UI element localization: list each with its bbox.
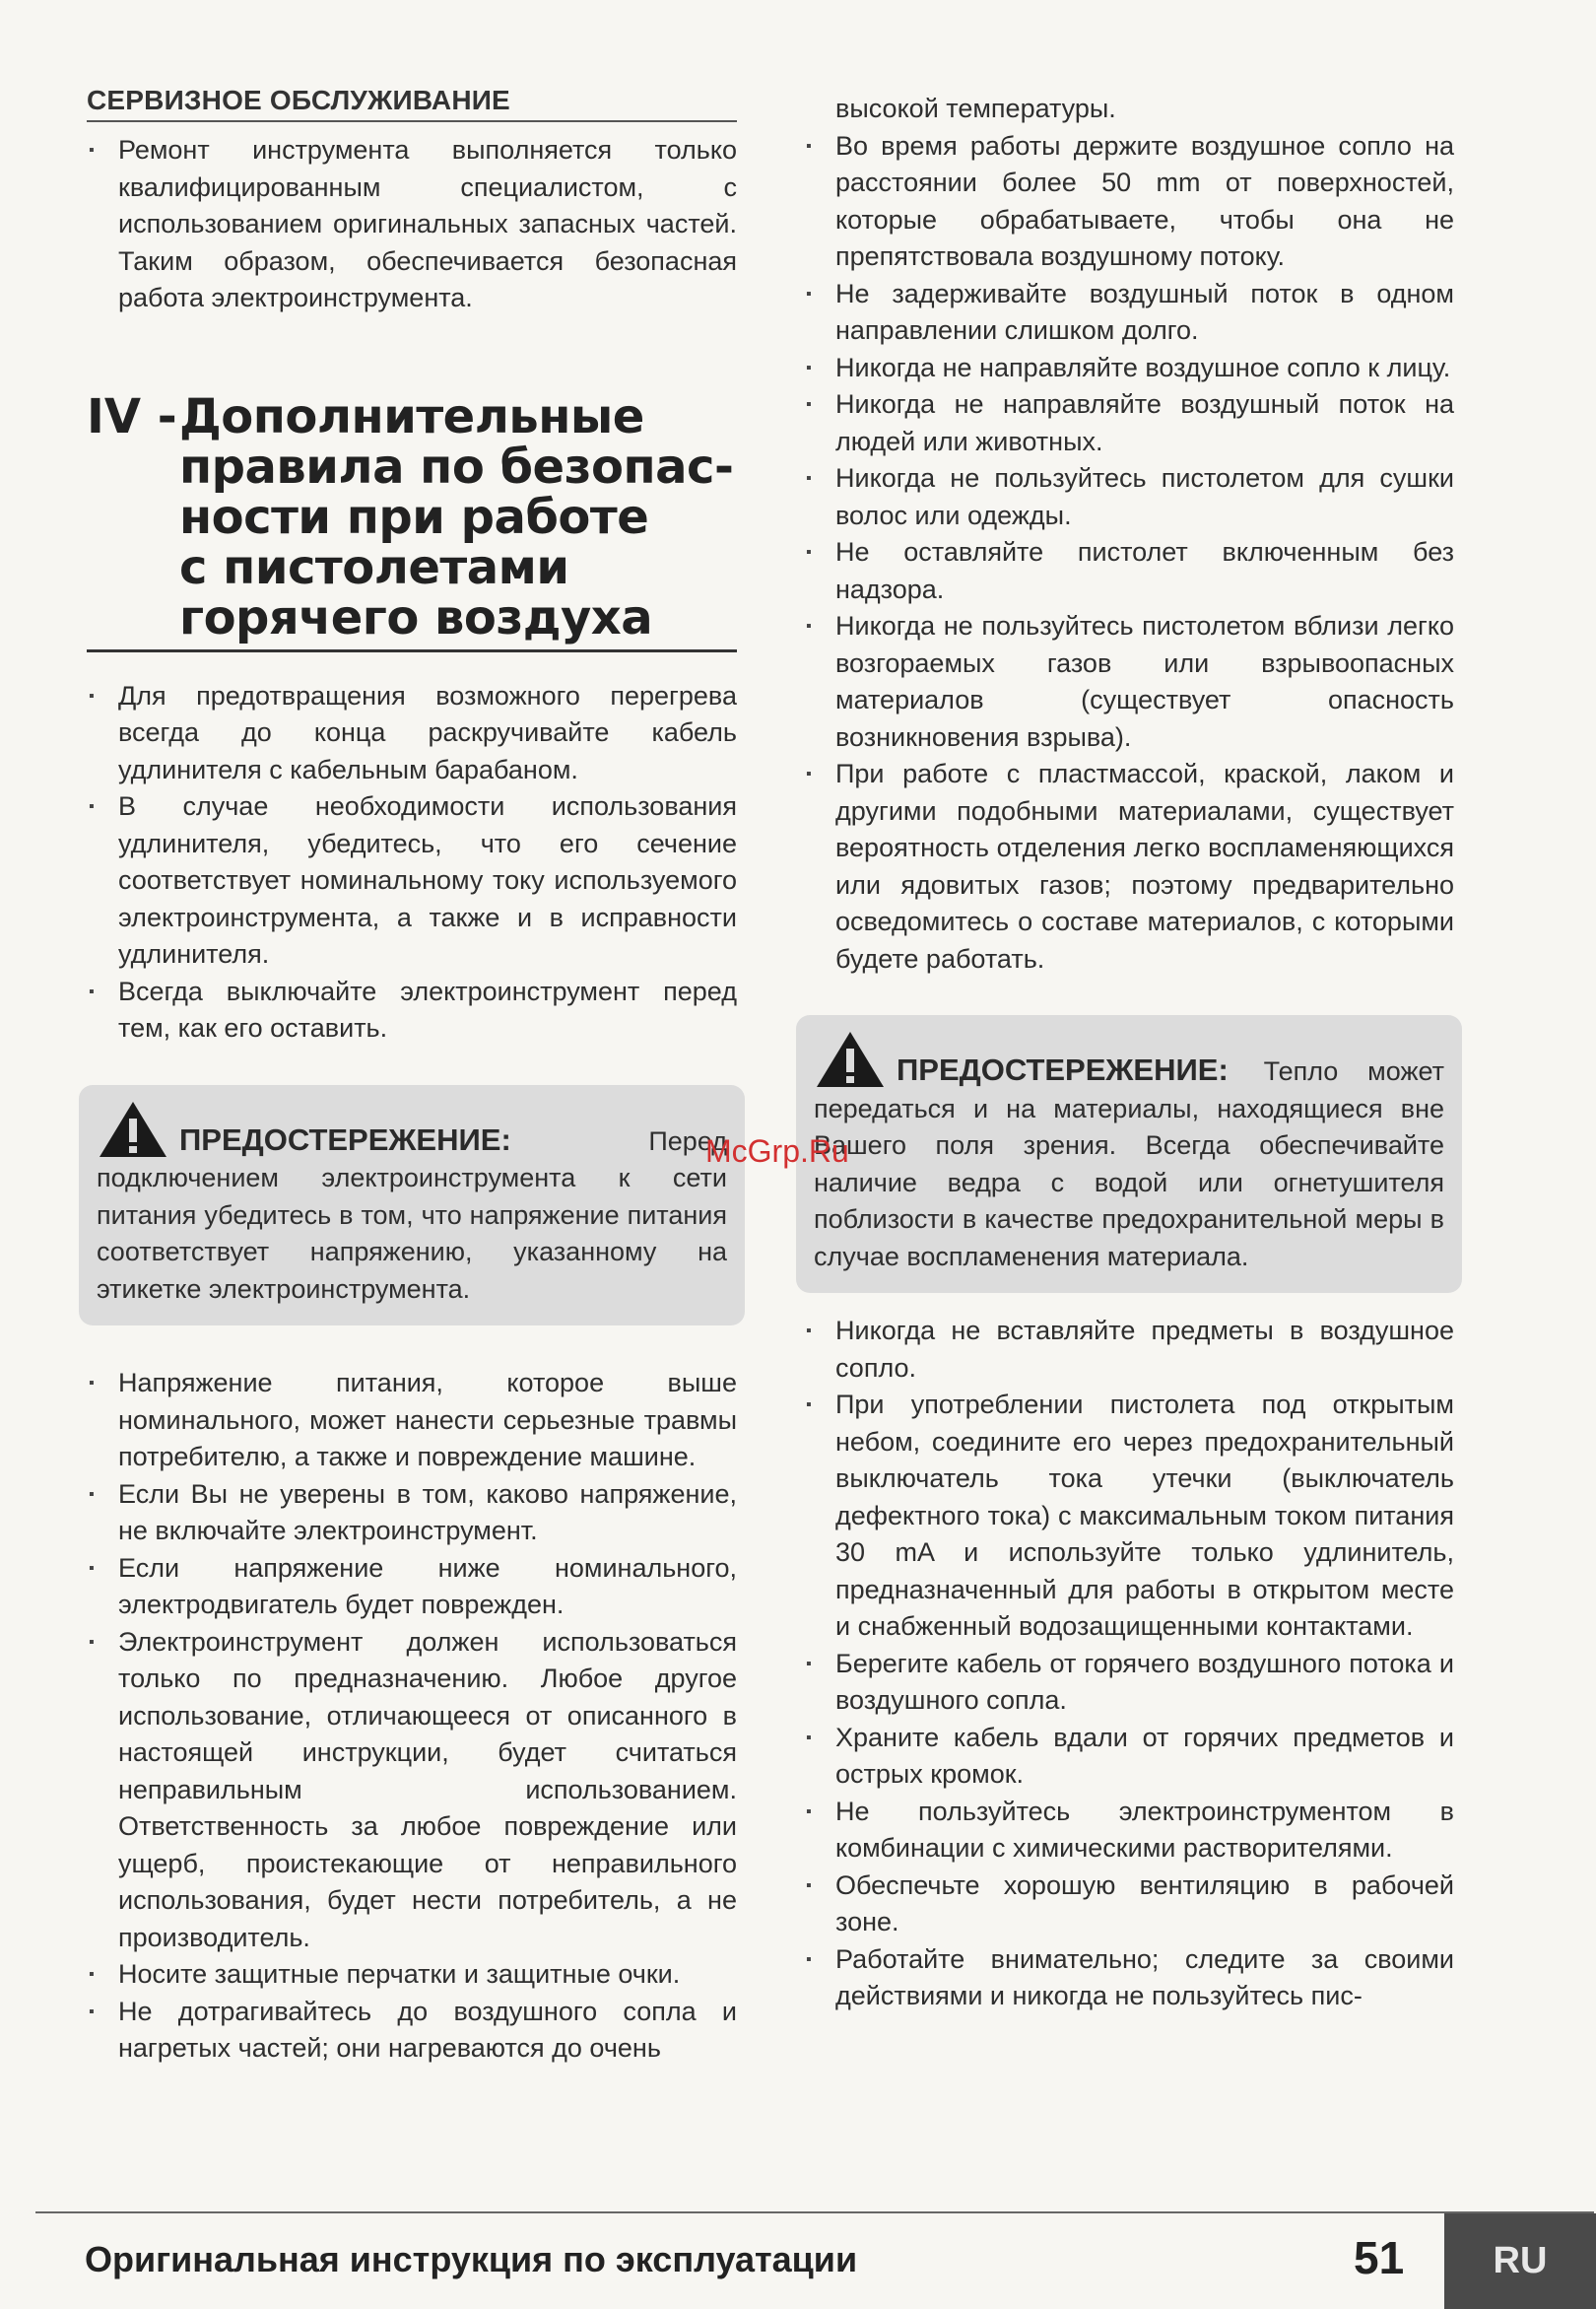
list-item: ▪ При употреблении пистолета под открытым небом, соедините его через предохранительный выключатель тока утечки (выключатель дефектного тока) с максимальным током питания 30 mA и используйте только удлинитель, предназначенный для работы в открытом месте и снабженный водозащищенными контактами. [804,1387,1454,1646]
warning-triangle-icon [97,1099,169,1160]
rules-list-4 [804,1313,1454,2015]
list-item: ▪ Носите защитные перчатки и защитные очки. [87,1956,737,1994]
list-item: ▪ Работайте внимательно; следите за своими действиями и никогда не пользуйтесь пис- [804,1941,1454,2015]
list-item: ▪ Не задерживайте воздушный поток в одном направлении слишком долго. [804,276,1454,350]
right-column [804,91,1454,2015]
section-title [87,388,737,652]
list-item: ▪ Всегда выключайте электроинструмент перед тем, как его оставить. [87,974,737,1048]
language-badge [1444,2213,1596,2309]
list-item: ▪ Никогда не направляйте воздушное сопло к лицу. [804,350,1454,387]
list-item: ▪ В случае необходимости использования удлинителя, убедитесь, что его сечение соответствует номинальному току используемого электроинструмента, а также и в исправности удлинителя. [87,788,737,974]
footer-divider [35,2211,1594,2213]
title-line: с пистолетами [179,539,569,595]
title-line: Дополнительные [179,388,644,444]
section-title-text [179,388,737,645]
warning-text: Тепло может передаться и на материалы, находящиеся вне Вашего поля зрения. Всегда обеспечивайте наличие ведра с водой или огнетушителя поблизости в качестве предохранительной меры в случае воспламенения материала. [814,1056,1444,1271]
left-column [87,85,737,2068]
warning-label: ПРЕДОСТЕРЕЖЕНИЕ: [897,1053,1229,1087]
list-item: ▪ Ремонт инструмента выполняется только квалифицированным специалистом, с использованием оригинальных запасных частей. Таким образом, обеспечивается безопасная работа электроинструмента. [87,132,737,317]
warning-label: ПРЕДОСТЕРЕЖЕНИЕ: [179,1121,511,1157]
warning-box [79,1085,745,1326]
list-item: ▪ Во время работы держите воздушное сопло на расстоянии более 50 mm от поверхностей, которые обрабатываете, чтобы она не препятствовала воздушному потоку. [804,128,1454,276]
title-line: ности при работе [179,489,649,545]
language-code: RU [1493,2240,1548,2281]
watermark: McGrp.Ru [705,1133,849,1169]
list-item: ▪ При работе с пластмассой, краской, лаком и другими подобными материалами, существует вероятность отделения легко воспламеняющихся или ядовитых газов; поэтому предварительно осведомитесь о составе материалов, с которыми будете работать. [804,756,1454,978]
section-number: IV - [87,388,177,444]
warning-box [796,1015,1462,1293]
continued-text: высокой температуры. [835,94,1116,123]
footer-title: Оригинальная инструкция по эксплуатации [85,2239,858,2279]
list-item: ▪ Обеспечьте хорошую вентиляцию в рабочей зоне. [804,1868,1454,1941]
list-item: ▪ Не дотрагивайтесь до воздушного сопла и нагретых частей; они нагреваются до очень [87,1994,737,2068]
list-item: ▪ Если напряжение ниже номинального, электродвигатель будет поврежден. [87,1550,737,1624]
list-item: ▪ Храните кабель вдали от горячих предметов и острых кромок. [804,1720,1454,1794]
list-item: ▪ Не пользуйтесь электроинструментом в комбинации с химическими растворителями. [804,1794,1454,1868]
list-item: ▪ Никогда не пользуйтесь пистолетом для сушки волос или одежды. [804,460,1454,534]
rules-list-2 [87,1365,737,2068]
list-item: ▪ Напряжение питания, которое выше номинального, может нанести серьезные травмы потребителю, а также и повреждение машине. [87,1365,737,1476]
title-line: правила по безопас- [179,439,734,495]
service-list [87,132,737,317]
warning-triangle-icon [814,1029,887,1090]
title-line: горячего воздуха [179,589,653,645]
page-number: 51 [1354,2232,1405,2283]
list-item: ▪ Если Вы не уверены в том, каково напряжение, не включайте электроинструмент. [87,1476,737,1550]
list-item: ▪ Никогда не вставляйте предметы в воздушное сопло. [804,1313,1454,1387]
warning-text: Перед подключением электроинструмента к сети питания убедитесь в том, что напряжение питания соответствует напряжению, указанному на этикетке электроинструмента. [97,1125,727,1304]
rules-list-1 [87,678,737,1048]
list-item: ▪ Берегите кабель от горячего воздушного потока и воздушного сопла. [804,1646,1454,1720]
rules-list-3 [804,128,1454,979]
list-item: ▪ Электроинструмент должен использоваться только по предназначению. Любое другое использование, отличающееся от описанного в настоящей инструкции, будет считаться неправильным использованием. Ответственность за любое повреждение или ущерб, проистекающие от неправильного использования, будет нести потребитель, а не производитель. [87,1624,737,1957]
service-heading: СЕРВИЗНОЕ ОБСЛУЖИВАНИЕ [87,85,737,122]
list-item: ▪ Никогда не направляйте воздушный поток на людей или животных. [804,386,1454,460]
list-item: ▪ Не оставляйте пистолет включенным без надзора. [804,534,1454,608]
list-item: ▪ Для предотвращения возможного перегрева всегда до конца раскручивайте кабель удлинителя с кабельным барабаном. [87,678,737,789]
list-item: ▪ Никогда не пользуйтесь пистолетом вблизи легко возгораемых газов или взрывоопасных материалов (существует опасность возникновения взрыва). [804,608,1454,756]
